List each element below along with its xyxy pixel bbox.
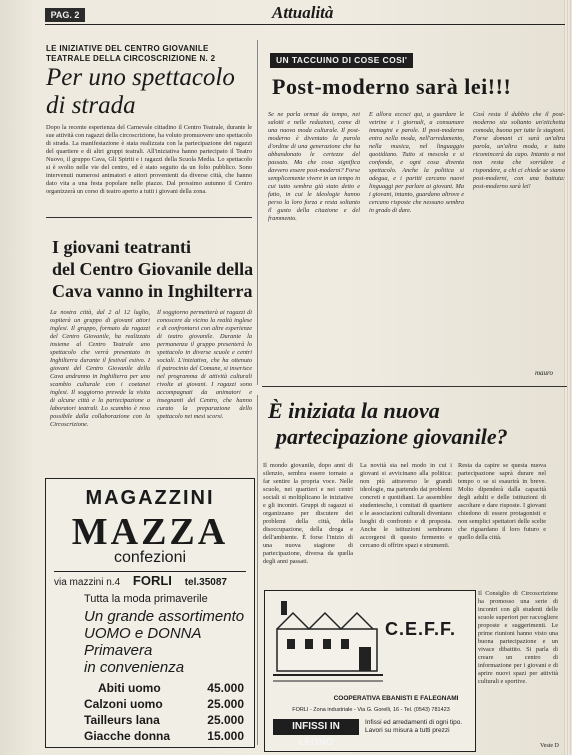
article4-col4: Il Consiglio di Circoscrizione ha promosso una serie di incontri con gli studenti delle scuole superiori per raccogliere proposte e suggerimenti. Le prime riunioni hanno visto una buona partecipazione e un vivace dibattito. Si parla di creare un centro di informazione per i giovani e di aprire nuovi spazi per attività culturali e sportive.: [478, 590, 558, 685]
page-number: Veste D: [540, 743, 559, 749]
article2-col1: La nostra città, dal 2 al 12 luglio, ospiterà un gruppo di giovani attori inglesi. Il gruppo, formato da ragazzi del Centro Giovanile, ha realizzato insieme al Centro Teatrale uno spettacolo che verrà presentato in Inghilterra durante il festival estivo. I giovani del Centro Giovanile della Cava andranno in Inghilterra per uno scambio culturale con i coetanei inglesi. Il soggiorno prevede la visita di alcune città e la partecipazione a laboratori teatrali. Lo scambio è reso possibile dalla collaborazione con la Circoscrizione.: [50, 309, 150, 428]
mazza-header: MAGAZZINI: [85, 487, 215, 509]
price-row: [84, 728, 244, 744]
price-value: 45.000: [207, 681, 244, 695]
article4-title-line2: partecipazione giovanile?: [276, 424, 508, 449]
article4-title: [268, 398, 568, 450]
ceff-slogan: INFISSI IN LEGNO: [273, 719, 359, 735]
price-label: Calzoni uomo: [84, 697, 163, 711]
ceff-name: C.E.F.F.: [385, 619, 457, 639]
page-edge: [564, 0, 572, 755]
price-label: Tailleurs lana: [84, 713, 160, 727]
article4-col2: La novità sta nel modo in cui i giovani si avvicinano alla politica: non più attraverso le grandi ideologie, ma partendo dai problemi concreti e quotidiani. Le assemblee studentesche, i comitati di quartiere e le associazioni culturali diventano luoghi di confronto e di proposta. Anche le istituzioni sembrano accorgersi di questo fermento e cercano di offrire spazi e strumenti.: [360, 462, 452, 549]
mazza-phone: tel.35087: [184, 577, 227, 588]
article3-tag: UN TACCUINO DI COSE COSI': [270, 53, 413, 68]
price-value: 15.000: [207, 729, 244, 743]
price-row: [84, 696, 244, 712]
article3-col2: E allora eccoci qui, a guardare le vetrine e i giornali, a consumare immagini e parole. Il post-moderno entra nella moda, nell'arredamento, nella musica, nel linguaggio quotidiano. Tutto si mescola e si confonde, e ogni cosa diventa spettacolo. Anche la politica si adegua, e i partiti cercano nuovi linguaggi per parlare ai giovani. Ma i giovani, intanto, guardano altrove e cercano risposte che nessuno sembra in grado di dare.: [369, 111, 464, 214]
column-divider: [257, 40, 258, 385]
article3-title: Post-moderno sarà lei!!!: [272, 74, 512, 99]
price-value: 25.000: [207, 713, 244, 727]
mazza-tagline: Tutta la moda primaverile: [84, 593, 208, 605]
factory-illustration: [273, 599, 383, 691]
article3-col3: Così resta il dubbio che il post-moderno sia soltanto un'etichetta comoda, buona per tutte le stagioni. Forse domani ci sarà un'altra parola, un'altra moda, e tutto ricomincerà da capo. Intanto a noi non resta che sorridere e rispondere, a chi ci chiede se siamo post-moderni, con una battuta: post-moderno sarà lei!: [473, 111, 565, 190]
article2-title-line2: del Centro Giovanile della: [52, 259, 254, 279]
price-label: Giacche donna: [84, 729, 171, 743]
article2-title-line1: I giovani teatranti: [52, 237, 191, 257]
page-tag: PAG. 2: [45, 8, 85, 22]
mazza-promo-line3: Primavera: [84, 642, 153, 659]
price-row: [84, 680, 244, 696]
article1-title: [46, 64, 256, 120]
mazza-address-line: [54, 573, 254, 588]
ceff-address: FORLI - Zona industriale - Via G. Gorelli, 16 - Tel. (0543) 781423: [292, 707, 450, 713]
section-title: Attualità: [272, 3, 334, 22]
article1-title-line1: Per uno spettacolo: [46, 64, 235, 91]
mazza-address: via mazzini n.4: [54, 577, 121, 588]
mazza-city: FORLI: [132, 573, 172, 588]
article3-signature: mauro: [535, 369, 554, 377]
column-divider-lower: [257, 395, 258, 745]
article3-col1: Se ne parla ormai da tempo, nei salotti e nelle redazioni, come di una nuova moda culturale. Il post-moderno è diventato la parola d'ordine di una generazione che ha abbandonato le certezze del passato. Ma che cosa significa davvero essere post-moderni? Forse semplicemente vivere in un tempo in cui tutto sembra già stato detto e fatto, in cui le ideologie hanno perso la loro forza e resta soltanto il gusto della citazione e del frammento.: [268, 111, 360, 222]
price-row: [84, 712, 244, 728]
mazza-advertisement: [45, 478, 255, 748]
mazza-price-list: [84, 680, 244, 744]
article1-rule: [46, 217, 252, 218]
price-label: Abiti uomo: [98, 681, 161, 695]
price-value: 25.000: [207, 697, 244, 711]
article1-kicker: LE INIZIATIVE DEL CENTRO GIOVANILE TEATRALE DELLA CIRCOSCRIZIONE N. 2: [46, 44, 216, 63]
article2-col2: Il soggiorno permetterà ai ragazzi di conoscere da vicino la realtà inglese e di confrontarsi con altre esperienze di teatro giovanile. Durante la permanenza il gruppo presenterà lo spettacolo in diverse scuole e centri sociali. L'iniziativa, che ha ottenuto il patrocinio del Comune, si inserisce nel programma di attività culturali rivolte ai giovani. I ragazzi sono accompagnati da animatori e insegnanti del Centro, che hanno curato la preparazione dello spettacolo nei mesi scorsi.: [157, 309, 252, 420]
article1-body: Dopo la recente esperienza del Carnevale cittadino il Centro Teatrale, durante le sue attività con ragazzi della circoscrizione, ha voluto promuovere uno spettacolo di strada. La manifestazione è stata realizzata con la partecipazione dei ragazzi del quartiere e di altri gruppi teatrali. All'iniziativa hanno partecipato il Teatro Nuovo, il gruppo Cava, Gli Spiriti e i ragazzi della Scuola Media. Lo spettacolo si è svolto nelle vie del centro, ed è stato seguito da un folto pubblico. Sono intervenuti numerosi animatori e attori provenienti da diverse città, che hanno dato vita a una festa popolare nelle piazze. Dal prossimo autunno il Centro organizzerà un corso di teatro aperto a tutti i giovani della zona.: [46, 124, 252, 195]
ceff-detail: Infissi ed arredamenti di ogni tipo. Lavori su misura a tutti prezzi: [365, 719, 463, 734]
mazza-promo: [84, 608, 244, 676]
ceff-description: COOPERATIVA EBANISTI E FALEGNAMI: [333, 695, 459, 702]
mazza-sub: confezioni: [113, 549, 187, 566]
article2-title: [52, 236, 257, 302]
mazza-rule: [54, 571, 246, 572]
mazza-promo-line1: Un grande assortimento: [84, 608, 245, 625]
article4-col1: Il mondo giovanile, dopo anni di silenzio, sembra essere tornato a far sentire la propria voce. Nelle scuole, nei quartieri e nei centri sociali si moltiplicano le iniziative e gli incontri. Gruppi di ragazzi si organizzano per discutere dei problemi della città, della disoccupazione, della droga e dell'ambiente. È forse l'inizio di una nuova stagione di partecipazione, diversa da quella degli anni passati.: [263, 462, 353, 565]
mazza-name-text: MAZZA: [71, 511, 229, 553]
article2-title-line3: Cava vanno in Inghilterra: [52, 281, 253, 301]
article4-title-line1: È iniziata la nuova: [268, 398, 440, 423]
article4-col3: Resta da capire se questa nuova partecipazione saprà durare nel tempo o se si esaurirà in breve. Molto dipenderà dalla capacità degli adulti e delle istituzioni di ascoltare e dare risposte. I giovani chiedono di essere protagonisti e non semplici spettatori delle scelte che riguardano il loro futuro e quello della città.: [458, 462, 546, 541]
header-rule: [45, 24, 565, 25]
ceff-advertisement: [264, 590, 476, 752]
mazza-promo-line2: UOMO e DONNA: [84, 625, 202, 642]
article3-rule: [262, 386, 567, 387]
article1-title-line2: di strada: [46, 92, 136, 119]
mazza-promo-line4: in convenienza: [84, 659, 185, 676]
